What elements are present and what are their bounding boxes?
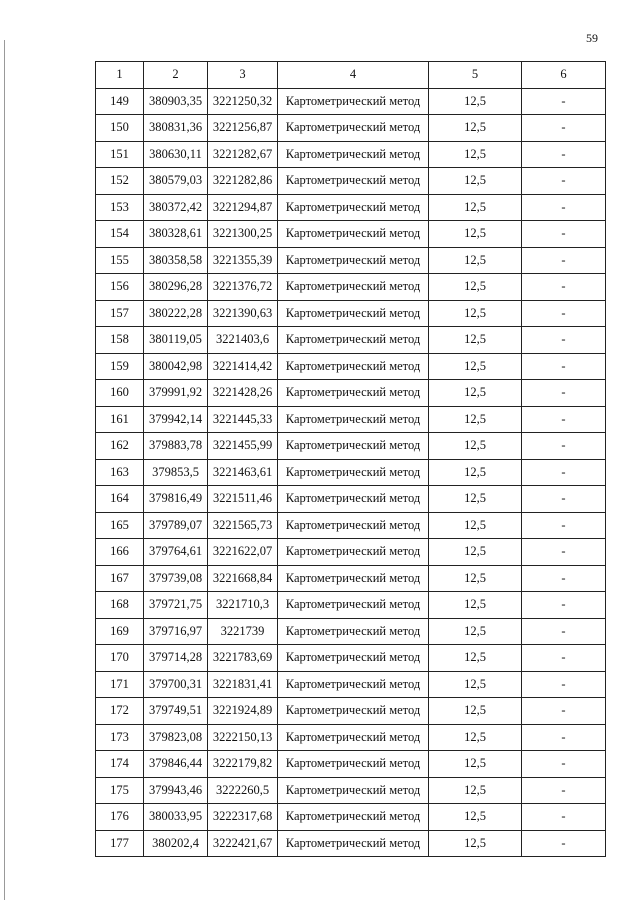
cell-method: Картометрический метод xyxy=(278,327,429,354)
cell-coord-x: 379943,46 xyxy=(144,777,208,804)
cell-method: Картометрический метод xyxy=(278,751,429,778)
cell-coord-y: 3221355,39 xyxy=(208,247,278,274)
table-row xyxy=(96,300,606,327)
cell-method: Картометрический метод xyxy=(278,247,429,274)
cell-point-number: 150 xyxy=(96,115,144,142)
table-row xyxy=(96,486,606,513)
cell-coord-y: 3221300,25 xyxy=(208,221,278,248)
cell-coord-x: 380119,05 xyxy=(144,327,208,354)
cell-coord-x: 379749,51 xyxy=(144,698,208,725)
cell-method: Картометрический метод xyxy=(278,115,429,142)
header-cell-2: 2 xyxy=(144,62,208,89)
table-header-row xyxy=(96,62,606,89)
cell-accuracy: 12,5 xyxy=(429,618,522,645)
cell-coord-y: 3221376,72 xyxy=(208,274,278,301)
cell-note: - xyxy=(522,724,606,751)
cell-coord-y: 3221463,61 xyxy=(208,459,278,486)
cell-method: Картометрический метод xyxy=(278,141,429,168)
table-row xyxy=(96,592,606,619)
cell-coord-y: 3221511,46 xyxy=(208,486,278,513)
cell-method: Картометрический метод xyxy=(278,194,429,221)
table-row xyxy=(96,565,606,592)
cell-coord-x: 380202,4 xyxy=(144,830,208,857)
cell-coord-x: 380579,03 xyxy=(144,168,208,195)
cell-coord-y: 3221282,86 xyxy=(208,168,278,195)
cell-method: Картометрический метод xyxy=(278,804,429,831)
header-cell-3: 3 xyxy=(208,62,278,89)
cell-note: - xyxy=(522,115,606,142)
cell-method: Картометрический метод xyxy=(278,459,429,486)
cell-coord-y: 3221403,6 xyxy=(208,327,278,354)
cell-method: Картометрический метод xyxy=(278,221,429,248)
table-row xyxy=(96,433,606,460)
cell-note: - xyxy=(522,433,606,460)
table-row xyxy=(96,512,606,539)
header-cell-4: 4 xyxy=(278,62,429,89)
cell-coord-x: 380903,35 xyxy=(144,88,208,115)
cell-method: Картометрический метод xyxy=(278,592,429,619)
cell-coord-x: 380358,58 xyxy=(144,247,208,274)
cell-point-number: 170 xyxy=(96,645,144,672)
cell-note: - xyxy=(522,88,606,115)
table-row xyxy=(96,274,606,301)
cell-accuracy: 12,5 xyxy=(429,512,522,539)
cell-accuracy: 12,5 xyxy=(429,353,522,380)
cell-method: Картометрический метод xyxy=(278,486,429,513)
cell-method: Картометрический метод xyxy=(278,300,429,327)
table-row xyxy=(96,168,606,195)
cell-note: - xyxy=(522,512,606,539)
cell-coord-y: 3221250,32 xyxy=(208,88,278,115)
cell-coord-y: 3221710,3 xyxy=(208,592,278,619)
cell-point-number: 157 xyxy=(96,300,144,327)
cell-method: Картометрический метод xyxy=(278,88,429,115)
cell-note: - xyxy=(522,327,606,354)
table-row xyxy=(96,671,606,698)
cell-coord-x: 379789,07 xyxy=(144,512,208,539)
table-row xyxy=(96,141,606,168)
cell-note: - xyxy=(522,194,606,221)
table-row xyxy=(96,406,606,433)
table-row xyxy=(96,459,606,486)
table-row xyxy=(96,724,606,751)
cell-note: - xyxy=(522,274,606,301)
cell-note: - xyxy=(522,486,606,513)
cell-coord-x: 379716,97 xyxy=(144,618,208,645)
table-row xyxy=(96,88,606,115)
cell-accuracy: 12,5 xyxy=(429,777,522,804)
cell-coord-y: 3222421,67 xyxy=(208,830,278,857)
cell-accuracy: 12,5 xyxy=(429,592,522,619)
cell-point-number: 166 xyxy=(96,539,144,566)
cell-coord-y: 3221428,26 xyxy=(208,380,278,407)
cell-coord-x: 379714,28 xyxy=(144,645,208,672)
cell-note: - xyxy=(522,671,606,698)
cell-point-number: 162 xyxy=(96,433,144,460)
cell-coord-y: 3222260,5 xyxy=(208,777,278,804)
table-row xyxy=(96,115,606,142)
cell-note: - xyxy=(522,406,606,433)
cell-point-number: 159 xyxy=(96,353,144,380)
cell-point-number: 158 xyxy=(96,327,144,354)
cell-note: - xyxy=(522,777,606,804)
cell-note: - xyxy=(522,751,606,778)
cell-accuracy: 12,5 xyxy=(429,247,522,274)
cell-coord-y: 3221282,67 xyxy=(208,141,278,168)
cell-note: - xyxy=(522,645,606,672)
cell-method: Картометрический метод xyxy=(278,830,429,857)
cell-note: - xyxy=(522,592,606,619)
cell-coord-y: 3222179,82 xyxy=(208,751,278,778)
cell-coord-y: 3221445,33 xyxy=(208,406,278,433)
cell-point-number: 171 xyxy=(96,671,144,698)
cell-point-number: 175 xyxy=(96,777,144,804)
cell-coord-y: 3221294,87 xyxy=(208,194,278,221)
cell-coord-x: 380296,28 xyxy=(144,274,208,301)
cell-coord-x: 380630,11 xyxy=(144,141,208,168)
cell-point-number: 174 xyxy=(96,751,144,778)
cell-coord-x: 380328,61 xyxy=(144,221,208,248)
cell-note: - xyxy=(522,141,606,168)
cell-accuracy: 12,5 xyxy=(429,459,522,486)
cell-accuracy: 12,5 xyxy=(429,380,522,407)
header-cell-5: 5 xyxy=(429,62,522,89)
cell-note: - xyxy=(522,830,606,857)
table-row xyxy=(96,618,606,645)
cell-method: Картометрический метод xyxy=(278,274,429,301)
cell-coord-x: 379739,08 xyxy=(144,565,208,592)
cell-note: - xyxy=(522,698,606,725)
cell-coord-y: 3222317,68 xyxy=(208,804,278,831)
cell-accuracy: 12,5 xyxy=(429,804,522,831)
table-row xyxy=(96,804,606,831)
cell-coord-y: 3221924,89 xyxy=(208,698,278,725)
cell-point-number: 169 xyxy=(96,618,144,645)
cell-coord-x: 379846,44 xyxy=(144,751,208,778)
cell-note: - xyxy=(522,353,606,380)
page-number: 59 xyxy=(586,31,598,45)
cell-note: - xyxy=(522,565,606,592)
cell-accuracy: 12,5 xyxy=(429,751,522,778)
table-body xyxy=(96,88,606,857)
cell-accuracy: 12,5 xyxy=(429,645,522,672)
cell-coord-x: 380033,95 xyxy=(144,804,208,831)
cell-accuracy: 12,5 xyxy=(429,194,522,221)
cell-point-number: 172 xyxy=(96,698,144,725)
table-row xyxy=(96,194,606,221)
cell-note: - xyxy=(522,618,606,645)
cell-coord-y: 3221783,69 xyxy=(208,645,278,672)
cell-accuracy: 12,5 xyxy=(429,115,522,142)
cell-method: Картометрический метод xyxy=(278,406,429,433)
cell-coord-y: 3221739 xyxy=(208,618,278,645)
cell-coord-y: 3221414,42 xyxy=(208,353,278,380)
cell-method: Картометрический метод xyxy=(278,618,429,645)
cell-accuracy: 12,5 xyxy=(429,221,522,248)
cell-coord-x: 379823,08 xyxy=(144,724,208,751)
cell-note: - xyxy=(522,221,606,248)
coordinates-table xyxy=(95,61,606,857)
cell-coord-x: 380042,98 xyxy=(144,353,208,380)
cell-method: Картометрический метод xyxy=(278,671,429,698)
cell-method: Картометрический метод xyxy=(278,380,429,407)
table-row xyxy=(96,247,606,274)
cell-accuracy: 12,5 xyxy=(429,274,522,301)
table-row xyxy=(96,539,606,566)
cell-method: Картометрический метод xyxy=(278,698,429,725)
cell-accuracy: 12,5 xyxy=(429,406,522,433)
cell-method: Картометрический метод xyxy=(278,168,429,195)
cell-coord-x: 379764,61 xyxy=(144,539,208,566)
cell-accuracy: 12,5 xyxy=(429,168,522,195)
cell-method: Картометрический метод xyxy=(278,539,429,566)
header-cell-1: 1 xyxy=(96,62,144,89)
cell-coord-y: 3222150,13 xyxy=(208,724,278,751)
cell-accuracy: 12,5 xyxy=(429,539,522,566)
cell-point-number: 173 xyxy=(96,724,144,751)
cell-accuracy: 12,5 xyxy=(429,830,522,857)
cell-accuracy: 12,5 xyxy=(429,724,522,751)
cell-point-number: 160 xyxy=(96,380,144,407)
table-row xyxy=(96,830,606,857)
cell-coord-x: 379883,78 xyxy=(144,433,208,460)
cell-accuracy: 12,5 xyxy=(429,300,522,327)
table-row xyxy=(96,327,606,354)
cell-accuracy: 12,5 xyxy=(429,327,522,354)
cell-coord-y: 3221455,99 xyxy=(208,433,278,460)
cell-accuracy: 12,5 xyxy=(429,486,522,513)
cell-point-number: 168 xyxy=(96,592,144,619)
cell-coord-x: 379721,75 xyxy=(144,592,208,619)
cell-point-number: 176 xyxy=(96,804,144,831)
table-row xyxy=(96,380,606,407)
cell-coord-y: 3221668,84 xyxy=(208,565,278,592)
cell-point-number: 167 xyxy=(96,565,144,592)
cell-method: Картометрический метод xyxy=(278,724,429,751)
cell-note: - xyxy=(522,539,606,566)
cell-point-number: 177 xyxy=(96,830,144,857)
cell-coord-x: 379700,31 xyxy=(144,671,208,698)
cell-coord-x: 379853,5 xyxy=(144,459,208,486)
table-row xyxy=(96,221,606,248)
cell-point-number: 153 xyxy=(96,194,144,221)
table-row xyxy=(96,353,606,380)
scan-edge-mark xyxy=(4,40,5,900)
cell-coord-y: 3221390,63 xyxy=(208,300,278,327)
cell-point-number: 164 xyxy=(96,486,144,513)
table-row xyxy=(96,751,606,778)
cell-point-number: 154 xyxy=(96,221,144,248)
cell-point-number: 149 xyxy=(96,88,144,115)
table-row xyxy=(96,698,606,725)
cell-note: - xyxy=(522,247,606,274)
cell-coord-x: 379942,14 xyxy=(144,406,208,433)
cell-note: - xyxy=(522,459,606,486)
cell-accuracy: 12,5 xyxy=(429,88,522,115)
cell-point-number: 151 xyxy=(96,141,144,168)
cell-method: Картометрический метод xyxy=(278,512,429,539)
cell-point-number: 152 xyxy=(96,168,144,195)
cell-accuracy: 12,5 xyxy=(429,565,522,592)
cell-coord-y: 3221565,73 xyxy=(208,512,278,539)
table-row xyxy=(96,777,606,804)
cell-accuracy: 12,5 xyxy=(429,141,522,168)
cell-point-number: 156 xyxy=(96,274,144,301)
cell-coord-y: 3221256,87 xyxy=(208,115,278,142)
cell-point-number: 161 xyxy=(96,406,144,433)
cell-coord-x: 379991,92 xyxy=(144,380,208,407)
cell-accuracy: 12,5 xyxy=(429,698,522,725)
cell-point-number: 155 xyxy=(96,247,144,274)
cell-coord-y: 3221622,07 xyxy=(208,539,278,566)
cell-accuracy: 12,5 xyxy=(429,433,522,460)
cell-note: - xyxy=(522,804,606,831)
table-row xyxy=(96,645,606,672)
cell-coord-y: 3221831,41 xyxy=(208,671,278,698)
cell-method: Картометрический метод xyxy=(278,433,429,460)
cell-coord-x: 380372,42 xyxy=(144,194,208,221)
cell-coord-x: 380831,36 xyxy=(144,115,208,142)
cell-coord-x: 379816,49 xyxy=(144,486,208,513)
cell-note: - xyxy=(522,168,606,195)
cell-method: Картометрический метод xyxy=(278,353,429,380)
cell-method: Картометрический метод xyxy=(278,565,429,592)
cell-point-number: 163 xyxy=(96,459,144,486)
cell-accuracy: 12,5 xyxy=(429,671,522,698)
cell-coord-x: 380222,28 xyxy=(144,300,208,327)
header-cell-6: 6 xyxy=(522,62,606,89)
cell-method: Картометрический метод xyxy=(278,777,429,804)
cell-note: - xyxy=(522,300,606,327)
cell-point-number: 165 xyxy=(96,512,144,539)
cell-method: Картометрический метод xyxy=(278,645,429,672)
cell-note: - xyxy=(522,380,606,407)
